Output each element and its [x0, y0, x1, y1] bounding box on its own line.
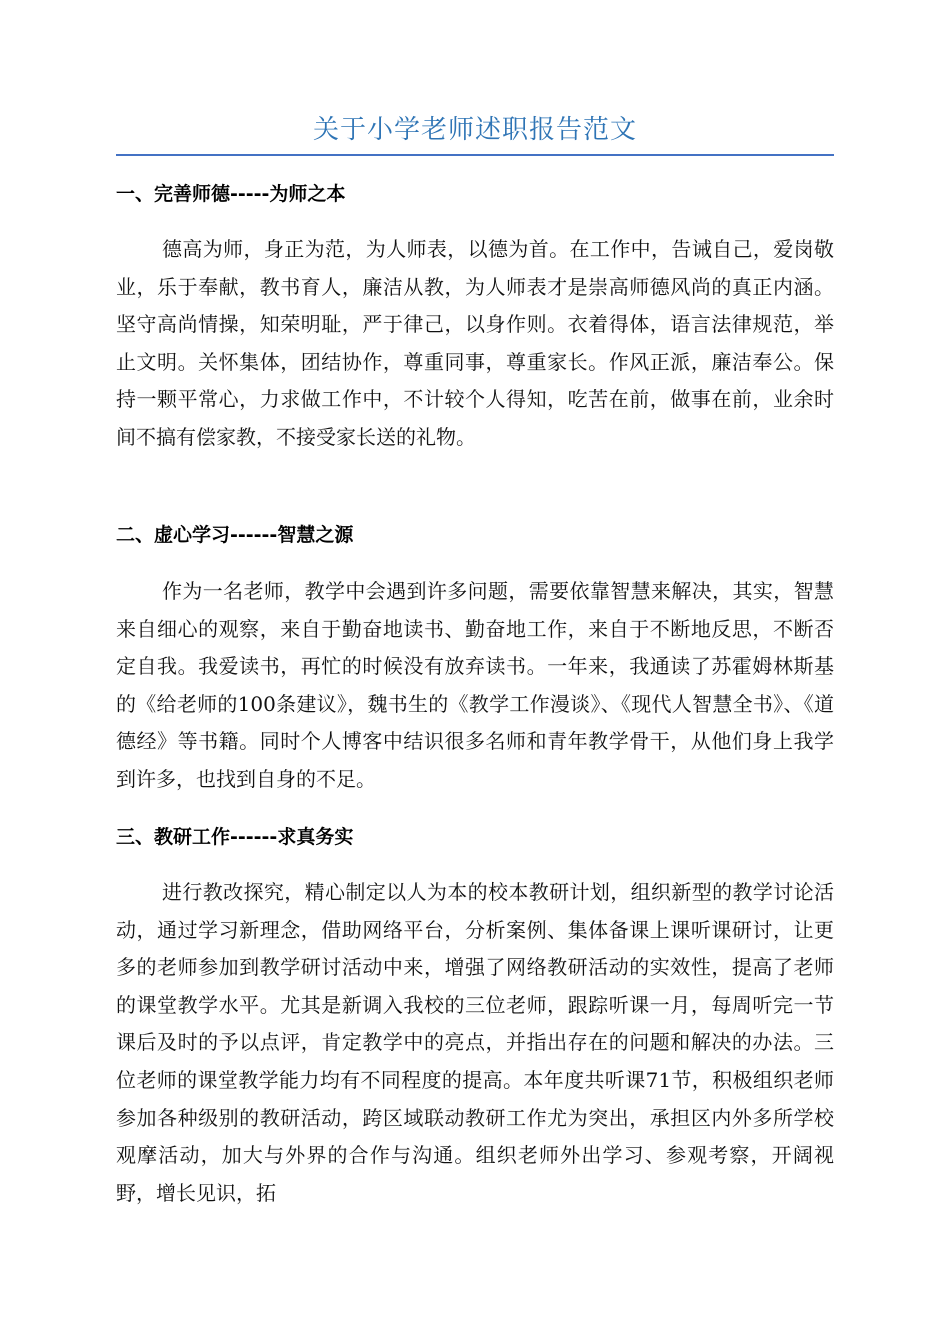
section-heading-3: 三、教研工作------求真务实 — [116, 826, 354, 848]
section-paragraph-3: 进行教改探究，精心制定以人为本的校本教研计划，组织新型的教学讨论活动，通过学习新理念，借助网络平台，分析案例、集体备课上课听课研讨，让更多的老师参加到教学研讨活动中来，增强了网络教研活动的实效性，提高了老师的课堂教学水平。尤其是新调入我校的三位老师，跟踪听课一月，每周听完一节课后及时的予以点评，肯定教学中的亮点，并指出存在的问题和解决的办法。三位老师的课堂教学能力均有不同程度的提高。本年度共听课71节，积极组织老师参加各种级别的教研活动，跨区域联动教研工作尤为突出，承担区内外多所学校观摩活动，加大与外界的合作与沟通。组织老师外出学习、参观考察，开阔视野，增长见识，拓 — [116, 880, 834, 1205]
section-heading-1: 一、完善师德-----为师之本 — [116, 183, 346, 205]
section-heading-2: 二、虚心学习------智慧之源 — [116, 524, 354, 546]
document-title: 关于小学老师述职报告范文 — [312, 115, 637, 145]
section-paragraph-2: 作为一名老师，教学中会遇到许多问题，需要依靠智慧来解决，其实，智慧来自细心的观察，来自于勤奋地读书、勤奋地工作，来自于不断地反思，不断否定自我。我爱读书，再忙的时候没有放弃读书。一年来，我通读了苏霍姆林斯基的《给老师的100条建议》，魏书生的《教学工作漫谈》、《现代人智慧全书》、《道德经》等书籍。同时个人博客中结识很多名师和青年教学骨干，从他们身上我学到许多，也找到自身的不足。 — [116, 579, 834, 791]
title-divider — [116, 154, 834, 156]
section-paragraph-1: 德高为师，身正为范，为人师表，以德为首。在工作中，告诫自己，爱岗敬业，乐于奉献，教书育人，廉洁从教，为人师表才是崇高师德风尚的真正内涵。坚守高尚情操，知荣明耻，严于律己，以身作则。衣着得体，语言法律规范，举止文明。关怀集体，团结协作，尊重同事，尊重家长。作风正派，廉洁奉公。保持一颗平常心，力求做工作中，不计较个人得知，吃苦在前，做事在前，业余时间不搞有偿家教，不接受家长送的礼物。 — [116, 237, 834, 449]
